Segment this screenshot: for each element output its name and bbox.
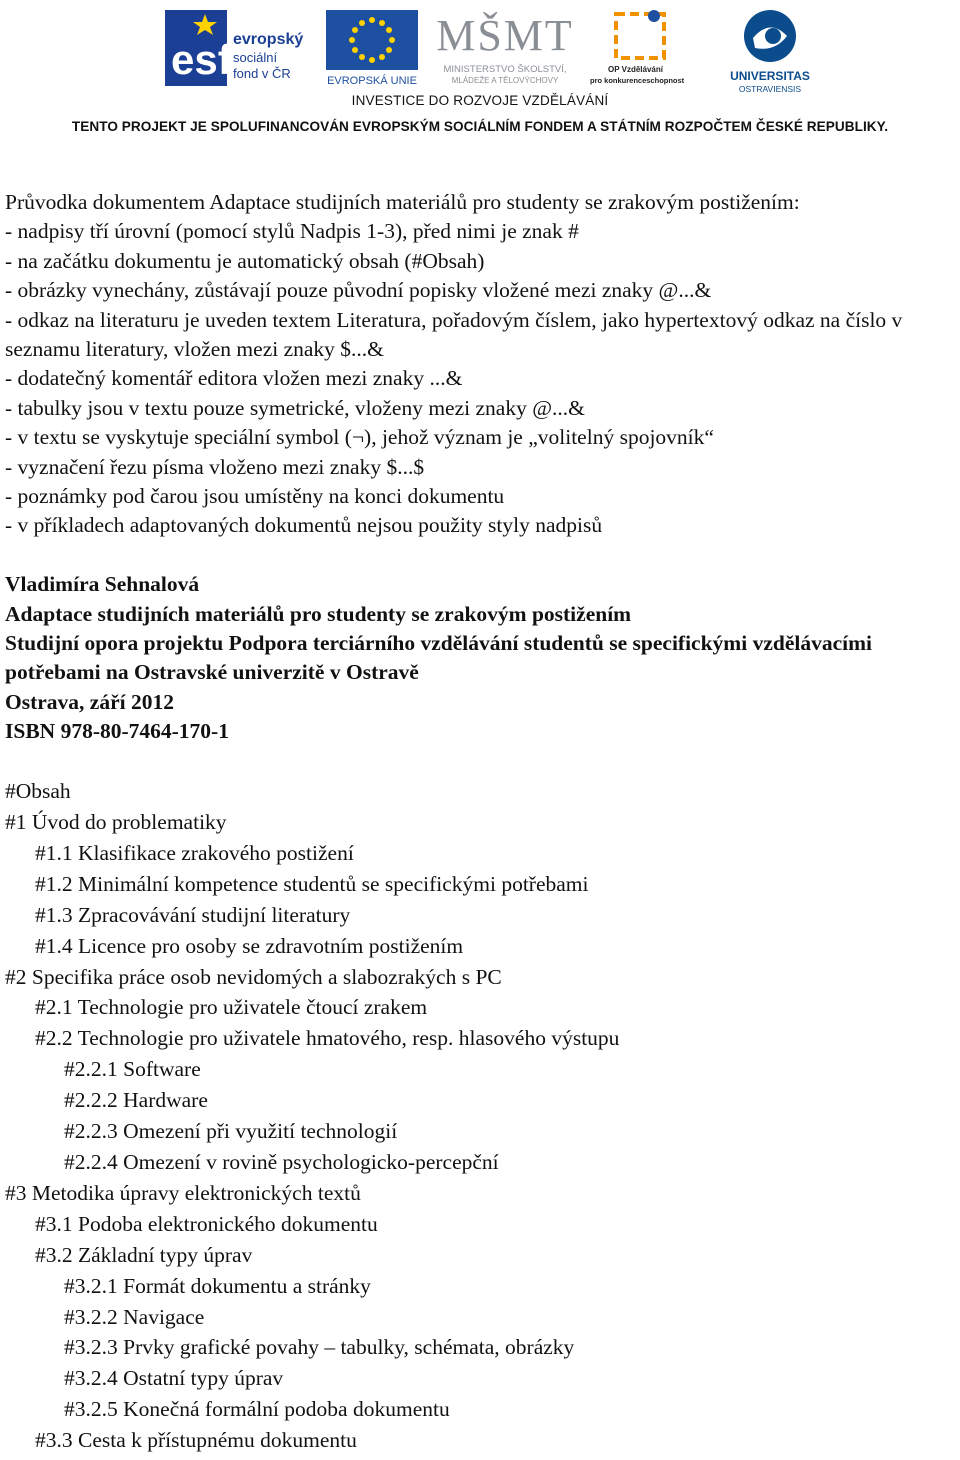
op-text-2: pro konkurenceschopnost	[590, 76, 685, 85]
intro-line: - nadpisy tří úrovní (pomocí stylů Nadpis 1-3), před nimi je znak #	[5, 219, 579, 244]
toc-item[interactable]: #3.2.4 Ostatní typy úprav	[64, 1366, 284, 1391]
intro-line: - vyznačení řezu písma vloženo mezi znaky $...$	[5, 454, 425, 479]
author-name: Vladimíra Sehnalová	[5, 572, 200, 597]
intro-line: - na začátku dokumentu je automatický obsah (#Obsah)	[5, 248, 485, 273]
intro-line: - tabulky jsou v textu pouze symetrické, vloženy mezi znaky @...&	[5, 395, 585, 420]
toc-item[interactable]: #3.2.2 Navigace	[64, 1304, 205, 1329]
cofinancing-tagline: TENTO PROJEKT JE SPOLUFINANCOVÁN EVROPSKÝM SOCIÁLNÍM FONDEM A STÁTNÍM ROZPOČTEM ČESKÉ REPUBLIKY.	[71, 119, 889, 134]
uni-text-1: UNIVERSITAS	[730, 69, 810, 83]
toc-item[interactable]: #2.1 Technologie pro uživatele čtoucí zrakem	[35, 995, 428, 1020]
document-subtitle: Studijní opora projektu Podpora terciárního vzdělávání studentů se specifickými vzdělávacími potřebami na Ostravské univerzitě v Ostravě	[5, 631, 872, 685]
esf-text-2: sociální	[233, 50, 278, 65]
table-of-contents	[5, 807, 957, 1456]
intro-line: - poznámky pod čarou jsou umístěny na konci dokumentu	[5, 484, 505, 509]
toc-item[interactable]: #1.4 Licence pro osoby se zdravotním postižením	[35, 933, 464, 958]
msmt-text-2: MLÁDEŽE A TĚLOVÝCHOVY	[451, 76, 559, 85]
intro-line: - v textu se vyskytuje speciální symbol (¬), jehož význam je „volitelný spojovník“	[5, 425, 714, 450]
toc-item[interactable]: #3.3 Cesta k přístupnému dokumentu	[35, 1428, 357, 1453]
intro-line: Průvodka dokumentem Adaptace studijních materiálů pro studenty se zrakovým postižením:	[5, 190, 800, 214]
eu-text: EVROPSKÁ UNIE	[327, 75, 417, 87]
op-vzdelavani-logo	[588, 8, 698, 88]
op-text-1: OP Vzdělávání	[608, 65, 663, 74]
toc-item[interactable]: #2.2.2 Hardware	[64, 1088, 208, 1113]
toc-item[interactable]: #1 Úvod do problematiky	[5, 810, 227, 834]
esf-text-3: fond v ČR	[233, 66, 291, 81]
toc-heading: #Obsah	[5, 779, 71, 804]
toc-item[interactable]: #2.2.3 Omezení při využití technologií	[64, 1119, 398, 1144]
toc-item[interactable]: #2.2.4 Omezení v rovině psychologicko-percepční	[64, 1149, 499, 1174]
msmt-logo	[430, 8, 580, 88]
toc-item[interactable]: #1.3 Zpracovávání studijní literatury	[35, 902, 351, 927]
toc-item[interactable]: #1.1 Klasifikace zrakového postižení	[35, 840, 354, 865]
toc-item[interactable]: #2.2 Technologie pro uživatele hmatového, resp. hlasového výstupu	[35, 1026, 620, 1051]
esf-text-1: evropský	[233, 31, 304, 48]
svg-text:MŠMT: MŠMT	[436, 11, 574, 60]
document-body	[5, 188, 957, 1456]
toc-item[interactable]: #3.2 Základní typy úprav	[35, 1242, 253, 1267]
toc-item[interactable]: #2 Specifika práce osob nevidomých a slabozrakých s PC	[5, 964, 502, 989]
header-banner	[0, 0, 960, 145]
invest-slogan: INVESTICE DO ROZVOJE VZDĚLÁVÁNÍ	[351, 93, 609, 108]
toc-item[interactable]: #2.2.1 Software	[64, 1057, 201, 1082]
toc-item[interactable]: #3.2.5 Konečná formální podoba dokumentu	[64, 1397, 450, 1422]
toc-item[interactable]: #3 Metodika úpravy elektronických textů	[5, 1180, 361, 1205]
toc-item[interactable]: #3.1 Podoba elektronického dokumentu	[35, 1211, 378, 1236]
toc-item[interactable]: #3.2.1 Formát dokumentu a stránky	[64, 1273, 371, 1298]
isbn: ISBN 978-80-7464-170-1	[5, 719, 229, 744]
intro-line: - odkaz na literaturu je uveden textem Literatura, pořadovým číslem, jako hypertextový odkaz na číslo v seznamu literatury, vložen mezi znaky $...&	[5, 307, 903, 362]
document-title: Adaptace studijních materiálů pro studenty se zrakovým postižením	[5, 601, 632, 626]
eu-flag-logo	[322, 8, 422, 88]
intro-line: - dodatečný komentář editora vložen mezi znaky ...&	[5, 366, 463, 391]
universitas-ostraviensis-logo	[725, 8, 815, 98]
intro-line: - v příkladech adaptovaných dokumentů nejsou použity styly nadpisů	[5, 513, 603, 538]
intro-line: - obrázky vynechány, zůstávají pouze původní popisky vložené mezi znaky @...&	[5, 278, 712, 303]
place-date: Ostrava, září 2012	[5, 689, 174, 714]
toc-item[interactable]: #1.2 Minimální kompetence studentů se specifickými potřebami	[35, 871, 589, 896]
uni-text-2: OSTRAVIENSIS	[738, 84, 802, 94]
esf-logo	[165, 8, 315, 88]
toc-item[interactable]: #3.2.3 Prvky grafické povahy – tabulky, schémata, obrázky	[64, 1335, 575, 1360]
esf-big-text: esf	[171, 36, 232, 83]
msmt-text-1: MINISTERSTVO ŠKOLSTVÍ,	[443, 64, 567, 75]
